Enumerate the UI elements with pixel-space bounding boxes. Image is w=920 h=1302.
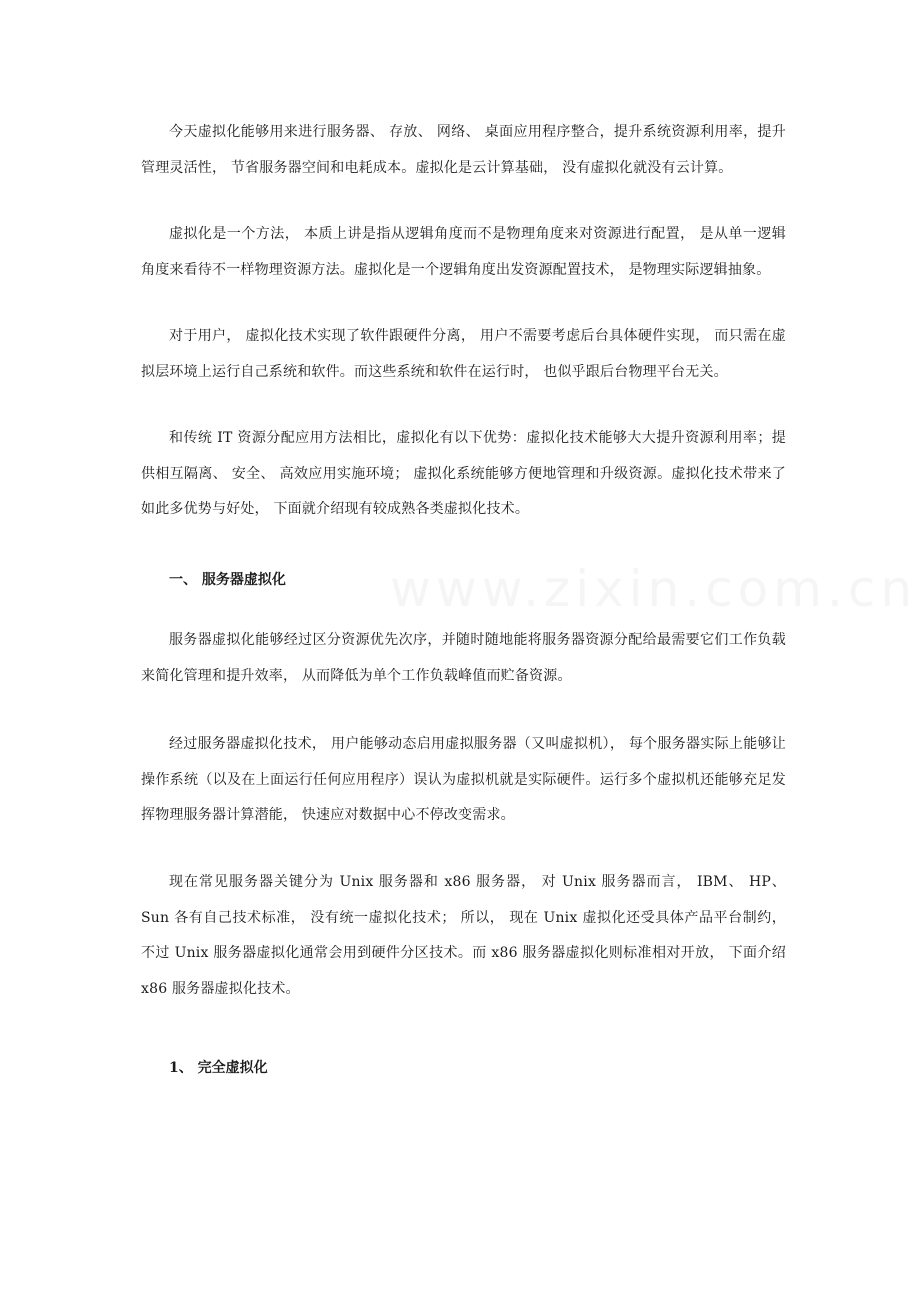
- paragraph-virtualization-intro: 今天虚拟化能够用来进行服务器、 存放、 网络、 桌面应用程序整合，提升系统资源利用率，提升管理灵活性， 节省服务器空间和电耗成本。虚拟化是云计算基础， 没有虚拟化就没有云计算。: [141, 124, 786, 176]
- watermark: www.zixin.com.cn: [390, 560, 918, 618]
- paragraph-server-virtualization-tech: 经过服务器虚拟化技术， 用户能够动态启用虚拟服务器（又叫虚拟机）， 每个服务器实际上能够让操作系统（以及在上面运行任何应用程序）误认为虚拟机就是实际硬件。运行多个虚拟机还能够充足发挥物理服务器计算潜能， 快速应对数据中心不停改变需求。: [141, 736, 786, 823]
- subsection-heading-full-virtualization: 1、 完全虚拟化: [169, 1060, 268, 1076]
- paragraph-user-perspective: 对于用户， 虚拟化技术实现了软件跟硬件分离， 用户不需要考虑后台具体硬件实现， 而只需在虚拟层环境上运行自己系统和软件。而这些系统和软件在运行时， 也似乎跟后台物理平台无关。: [141, 328, 786, 380]
- paragraph-virtualization-definition: 虚拟化是一个方法， 本质上讲是指从逻辑角度而不是物理角度来对资源进行配置， 是从单一逻辑角度来看待不一样物理资源方法。虚拟化是一个逻辑角度出发资源配置技术， 是物理实际逻辑抽象。: [141, 226, 786, 278]
- paragraph-server-types: 现在常见服务器关键分为 Unix 服务器和 x86 服务器， 对 Unix 服务器而言， IBM、 HP、 Sun 各有自己技术标准， 没有统一虚拟化技术； 所以， 现在 Unix 虚拟化还受具体产品平台制约， 不过 Unix 服务器虚拟化通常会用到硬件分区技术。而 x86 服务器虚拟化则标准相对开放， 下面介绍 x86 服务器虚拟化技术。: [141, 874, 786, 997]
- paragraph-advantages: 和传统 IT 资源分配应用方法相比，虚拟化有以下优势：虚拟化技术能够大大提升资源利用率；提供相互隔离、 安全、 高效应用实施环境； 虚拟化系统能够方便地管理和升级资源。虚拟化技术带来了如此多优势与好处， 下面就介绍现有较成熟各类虚拟化技术。: [141, 430, 786, 517]
- paragraph-server-virtualization: 服务器虚拟化能够经过区分资源优先次序，并随时随地能将服务器资源分配给最需要它们工作负载来简化管理和提升效率， 从而降低为单个工作负载峰值而贮备资源。: [141, 632, 786, 684]
- section-heading-server-virtualization: 一、 服务器虚拟化: [169, 572, 286, 588]
